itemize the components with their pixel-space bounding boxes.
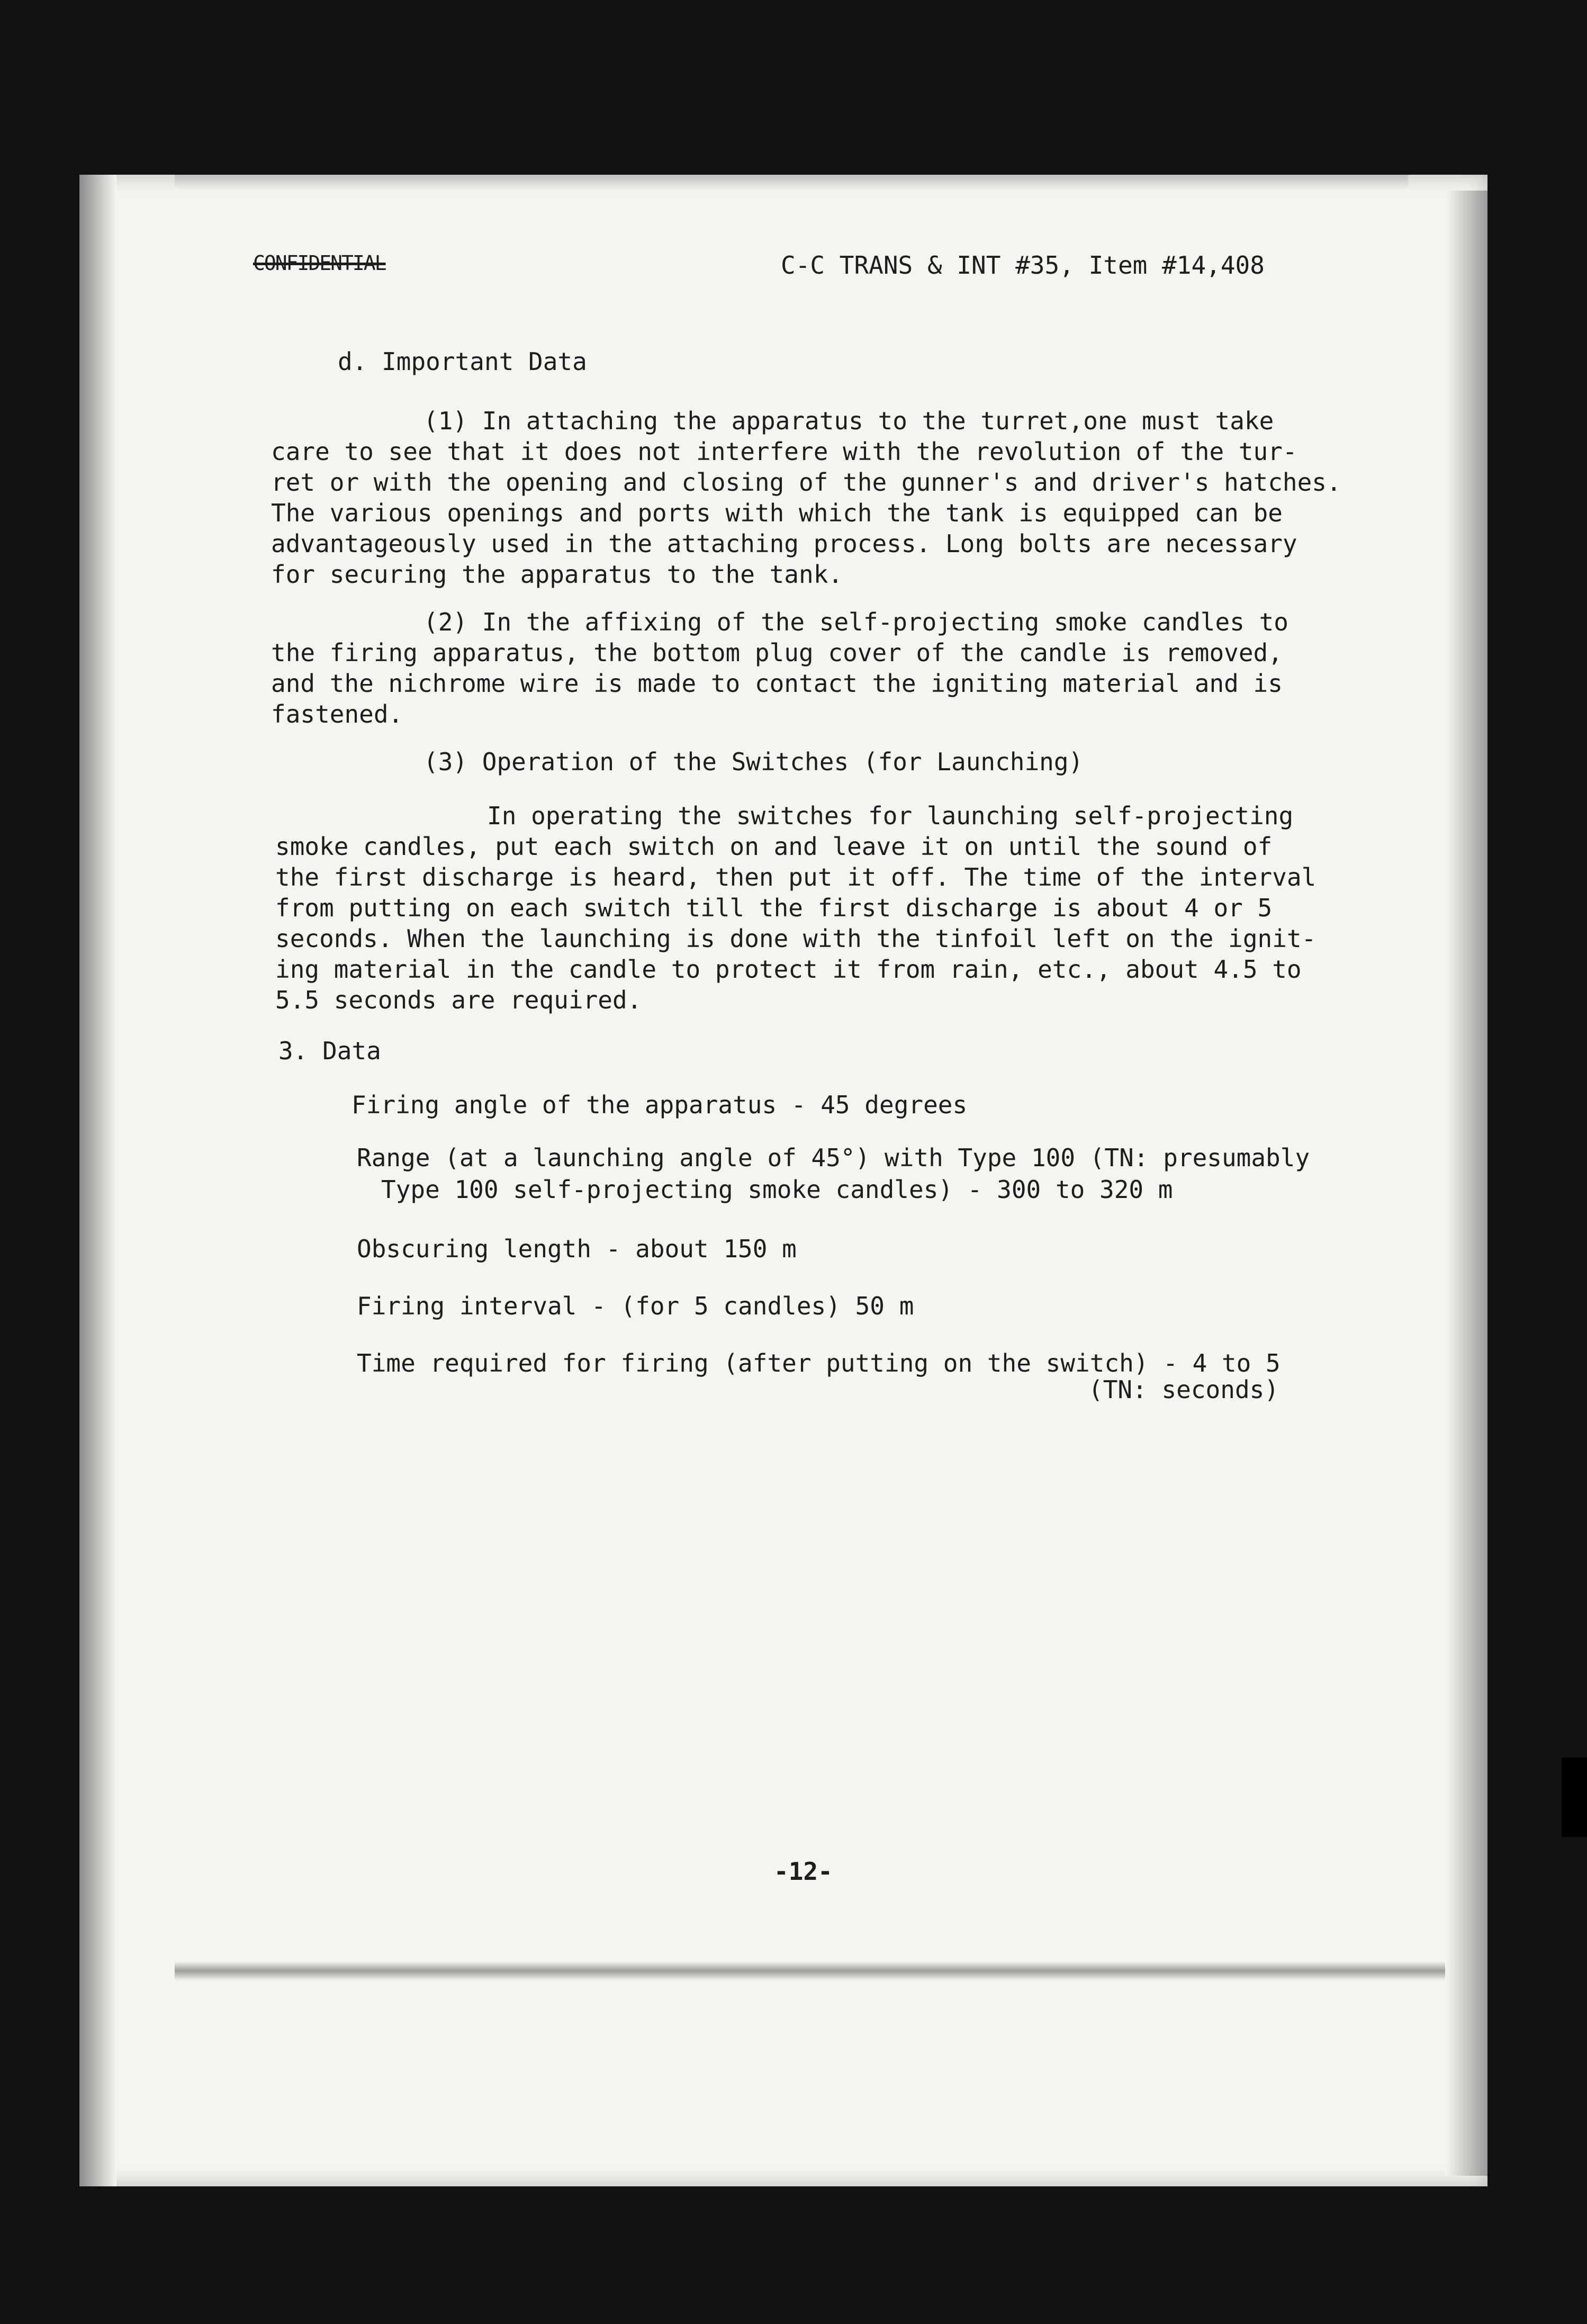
- paragraph-2-line: fastened.: [271, 700, 403, 728]
- paper-edge-top: [175, 175, 1408, 191]
- paragraph-3-line: from putting on each switch till the first discharge is about 4 or 5: [275, 894, 1273, 922]
- paragraph-3-heading: (3) Operation of the Switches (for Launching): [423, 747, 1084, 776]
- paragraph-2-line: (2) In the affixing of the self-projecting smoke candles to: [423, 608, 1288, 636]
- paragraph-1-line: ret or with the opening and closing of the gunner's and driver's hatches.: [271, 468, 1341, 497]
- data-item: Type 100 self-projecting smoke candles) - 300 to 320 m: [381, 1175, 1173, 1204]
- paragraph-3-line: ing material in the candle to protect it from rain, etc., about 4.5 to: [275, 955, 1302, 984]
- data-item: Obscuring length - about 150 m: [357, 1235, 797, 1263]
- section-d-heading: d. Important Data: [338, 347, 587, 376]
- document-reference: C-C TRANS & INT #35, Item #14,408: [781, 251, 1265, 280]
- paragraph-1-line: (1) In attaching the apparatus to the turret,one must take: [423, 407, 1274, 435]
- paper-edge-right: [1445, 191, 1487, 2176]
- data-item: Firing angle of the apparatus - 45 degrees: [351, 1091, 968, 1119]
- paragraph-2-line: and the nichrome wire is made to contact the igniting material and is: [271, 669, 1283, 698]
- classification-marking: CONFIDENTIAL: [253, 251, 386, 275]
- paragraph-1-line: advantageously used in the attaching process. Long bolts are necessary: [271, 529, 1297, 558]
- paragraph-3-line: smoke candles, put each switch on and leave it on until the sound of: [275, 832, 1273, 861]
- page-number: -12-: [774, 1857, 833, 1886]
- paragraph-3-line: seconds. When the launching is done with the tinfoil left on the ignit-: [275, 924, 1317, 953]
- data-item: Time required for firing (after putting on the switch) - 4 to 5: [357, 1349, 1281, 1377]
- scan-blot: [1562, 1758, 1587, 1837]
- paper-edge-left: [79, 175, 116, 2186]
- paragraph-1-line: The various openings and ports with which the tank is equipped can be: [271, 499, 1283, 527]
- paper-edge-bottom: [175, 1961, 1445, 1980]
- section-3-heading: 3. Data: [278, 1037, 381, 1065]
- paragraph-3-line: the first discharge is heard, then put it off. The time of the interval: [275, 863, 1317, 891]
- data-item: Firing interval - (for 5 candles) 50 m: [357, 1292, 914, 1320]
- data-item-note: (TN: seconds): [1088, 1375, 1279, 1404]
- paragraph-2-line: the firing apparatus, the bottom plug cover of the candle is removed,: [271, 638, 1283, 667]
- paragraph-1-line: for securing the apparatus to the tank.: [271, 560, 843, 589]
- paragraph-1-line: care to see that it does not interfere with the revolution of the tur-: [271, 437, 1297, 466]
- paragraph-3-line: In operating the switches for launching self-projecting: [487, 801, 1294, 830]
- paragraph-3-line: 5.5 seconds are required.: [275, 986, 642, 1014]
- data-item: Range (at a launching angle of 45°) with Type 100 (TN: presumably: [357, 1143, 1310, 1172]
